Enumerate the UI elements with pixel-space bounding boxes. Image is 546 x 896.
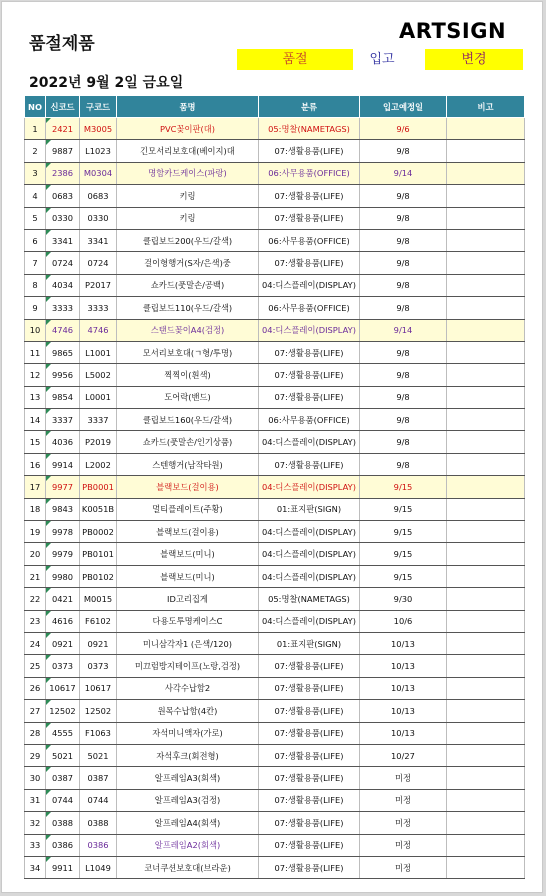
cell-note[interactable]	[447, 700, 525, 722]
cell-note[interactable]	[447, 543, 525, 565]
cell-eta[interactable]: 9/30	[360, 588, 447, 610]
cell-no[interactable]: 10	[25, 319, 46, 341]
cell-category[interactable]: 05:명찰(NAMETAGS)	[259, 118, 360, 140]
cell-eta[interactable]: 10/13	[360, 722, 447, 744]
cell-note[interactable]	[447, 252, 525, 274]
cell-note[interactable]	[447, 498, 525, 520]
col-header-new-code[interactable]: 신코드	[46, 96, 80, 118]
cell-category[interactable]: 04:디스플레이(DISPLAY)	[259, 610, 360, 632]
cell-product-name[interactable]: 걸이형행거(S자/은색)중	[117, 252, 259, 274]
cell-new-code[interactable]: 0421	[46, 588, 80, 610]
cell-old-code[interactable]: 3341	[80, 229, 117, 251]
cell-new-code[interactable]: 4034	[46, 274, 80, 296]
cell-category[interactable]: 01:표지판(SIGN)	[259, 498, 360, 520]
cell-no[interactable]: 26	[25, 677, 46, 699]
cell-product-name[interactable]: 알프레임A4(회색)	[117, 812, 259, 834]
cell-old-code[interactable]: 0683	[80, 185, 117, 207]
cell-category[interactable]: 07:생활용품(LIFE)	[259, 207, 360, 229]
cell-no[interactable]: 30	[25, 767, 46, 789]
cell-category[interactable]: 07:생활용품(LIFE)	[259, 677, 360, 699]
cell-note[interactable]	[447, 386, 525, 408]
cell-no[interactable]: 22	[25, 588, 46, 610]
cell-no[interactable]: 2	[25, 140, 46, 162]
cell-eta[interactable]: 미정	[360, 767, 447, 789]
table-row	[25, 297, 525, 319]
cell-note[interactable]	[447, 409, 525, 431]
col-header-no[interactable]: NO	[25, 96, 46, 118]
cell-no[interactable]: 19	[25, 521, 46, 543]
table-header-row	[25, 96, 525, 118]
cell-product-name[interactable]: 키링	[117, 207, 259, 229]
cell-new-code[interactable]: 0387	[46, 767, 80, 789]
tag-inbound: 입고	[369, 52, 395, 67]
cell-eta[interactable]: 9/8	[360, 140, 447, 162]
cell-new-code[interactable]: 5021	[46, 744, 80, 766]
cell-old-code[interactable]: 3337	[80, 409, 117, 431]
cell-eta[interactable]: 9/15	[360, 565, 447, 587]
cell-no[interactable]: 3	[25, 162, 46, 184]
table-row	[25, 431, 525, 453]
cell-no[interactable]: 25	[25, 655, 46, 677]
cell-eta[interactable]: 9/14	[360, 319, 447, 341]
cell-eta[interactable]: 9/6	[360, 118, 447, 140]
cell-eta[interactable]: 9/8	[360, 274, 447, 296]
cell-old-code[interactable]: 12502	[80, 700, 117, 722]
cell-new-code[interactable]: 9854	[46, 386, 80, 408]
cell-product-name[interactable]: 클립보드200(우드/갈색)	[117, 229, 259, 251]
spreadsheet-page	[1, 1, 543, 893]
cell-note[interactable]	[447, 677, 525, 699]
col-header-category[interactable]: 분류	[259, 96, 360, 118]
cell-category[interactable]: 07:생활용품(LIFE)	[259, 834, 360, 856]
cell-note[interactable]	[447, 588, 525, 610]
cell-eta[interactable]: 9/8	[360, 364, 447, 386]
cell-product-name[interactable]: 쇼카드(풋말손/인기상품)	[117, 431, 259, 453]
cell-eta[interactable]: 9/8	[360, 297, 447, 319]
cell-product-name[interactable]: 도어락(밴드)	[117, 386, 259, 408]
cell-category[interactable]: 06:사무용품(OFFICE)	[259, 162, 360, 184]
cell-eta[interactable]: 미정	[360, 812, 447, 834]
cell-category[interactable]: 04:디스플레이(DISPLAY)	[259, 431, 360, 453]
cell-new-code[interactable]: 9956	[46, 364, 80, 386]
cell-new-code[interactable]: 0373	[46, 655, 80, 677]
cell-note[interactable]	[447, 610, 525, 632]
cell-eta[interactable]: 10/13	[360, 677, 447, 699]
table-row	[25, 319, 525, 341]
cell-note[interactable]	[447, 744, 525, 766]
table-row	[25, 789, 525, 811]
cell-no[interactable]: 17	[25, 476, 46, 498]
cell-old-code[interactable]: PB0002	[80, 521, 117, 543]
cell-new-code[interactable]: 0921	[46, 632, 80, 654]
cell-old-code[interactable]: M3005	[80, 118, 117, 140]
cell-category[interactable]: 07:생활용품(LIFE)	[259, 722, 360, 744]
cell-product-name[interactable]: 알프레임A2(회색)	[117, 834, 259, 856]
cell-eta[interactable]: 10/13	[360, 632, 447, 654]
cell-new-code[interactable]: 2421	[46, 118, 80, 140]
cell-note[interactable]	[447, 655, 525, 677]
cell-product-name[interactable]: PVC꽂이판(대)	[117, 118, 259, 140]
cell-new-code[interactable]: 0744	[46, 789, 80, 811]
cell-eta[interactable]: 9/8	[360, 207, 447, 229]
cell-no[interactable]: 13	[25, 386, 46, 408]
cell-no[interactable]: 11	[25, 341, 46, 363]
cell-new-code[interactable]: 9978	[46, 521, 80, 543]
table-row	[25, 812, 525, 834]
cell-no[interactable]: 4	[25, 185, 46, 207]
cell-category[interactable]: 07:생활용품(LIFE)	[259, 856, 360, 878]
cell-old-code[interactable]: P2017	[80, 274, 117, 296]
cell-note[interactable]	[447, 453, 525, 475]
cell-old-code[interactable]: L1023	[80, 140, 117, 162]
cell-no[interactable]: 6	[25, 229, 46, 251]
cell-category[interactable]: 07:생활용품(LIFE)	[259, 140, 360, 162]
cell-no[interactable]: 12	[25, 364, 46, 386]
cell-no[interactable]: 28	[25, 722, 46, 744]
cell-category[interactable]: 07:생활용품(LIFE)	[259, 185, 360, 207]
cell-eta[interactable]: 10/13	[360, 700, 447, 722]
cell-product-name[interactable]: 블랙보드(미니)	[117, 565, 259, 587]
cell-eta[interactable]: 9/8	[360, 409, 447, 431]
cell-new-code[interactable]: 0683	[46, 185, 80, 207]
cell-new-code[interactable]: 4746	[46, 319, 80, 341]
cell-note[interactable]	[447, 162, 525, 184]
cell-product-name[interactable]: 명함카드케이스(파랑)	[117, 162, 259, 184]
cell-category[interactable]: 07:생활용품(LIFE)	[259, 386, 360, 408]
cell-product-name[interactable]: 긴모서리보호대(베이지)대	[117, 140, 259, 162]
cell-new-code[interactable]: 9977	[46, 476, 80, 498]
cell-note[interactable]	[447, 341, 525, 363]
cell-old-code[interactable]: P2019	[80, 431, 117, 453]
cell-eta[interactable]: 9/15	[360, 521, 447, 543]
cell-product-name[interactable]: 키링	[117, 185, 259, 207]
brand-logo: ARTSIGN	[399, 19, 507, 43]
cell-eta[interactable]: 9/8	[360, 386, 447, 408]
table-row	[25, 453, 525, 475]
cell-note[interactable]	[447, 431, 525, 453]
cell-product-name[interactable]: 미끄럼방지테이프(노랑,검정)	[117, 655, 259, 677]
cell-new-code[interactable]: 9843	[46, 498, 80, 520]
table-row	[25, 700, 525, 722]
cell-new-code[interactable]: 9865	[46, 341, 80, 363]
cell-product-name[interactable]: 멀티플레이트(주황)	[117, 498, 259, 520]
cell-category[interactable]: 07:생활용품(LIFE)	[259, 252, 360, 274]
table-row	[25, 409, 525, 431]
cell-note[interactable]	[447, 229, 525, 251]
cell-old-code[interactable]: 0921	[80, 632, 117, 654]
cell-category[interactable]: 07:생활용품(LIFE)	[259, 700, 360, 722]
col-header-eta[interactable]: 입고예정일	[360, 96, 447, 118]
table-row	[25, 476, 525, 498]
cell-note[interactable]	[447, 207, 525, 229]
cell-no[interactable]: 24	[25, 632, 46, 654]
cell-old-code[interactable]: L1001	[80, 341, 117, 363]
cell-new-code[interactable]: 4555	[46, 722, 80, 744]
cell-category[interactable]: 07:생활용품(LIFE)	[259, 655, 360, 677]
table-row	[25, 140, 525, 162]
table-row	[25, 632, 525, 654]
cell-product-name[interactable]: 클립보드110(우드/갈색)	[117, 297, 259, 319]
cell-category[interactable]: 07:생활용품(LIFE)	[259, 789, 360, 811]
cell-new-code[interactable]: 0724	[46, 252, 80, 274]
cell-product-name[interactable]: 코너쿠션보호대(브라운)	[117, 856, 259, 878]
table-row	[25, 655, 525, 677]
cell-old-code[interactable]: 0724	[80, 252, 117, 274]
cell-eta[interactable]: 10/6	[360, 610, 447, 632]
cell-category[interactable]: 04:디스플레이(DISPLAY)	[259, 319, 360, 341]
cell-old-code[interactable]: 4746	[80, 319, 117, 341]
table-row	[25, 834, 525, 856]
cell-product-name[interactable]: 자석후크(회전형)	[117, 744, 259, 766]
table-row	[25, 162, 525, 184]
cell-note[interactable]	[447, 856, 525, 878]
cell-new-code[interactable]: 3341	[46, 229, 80, 251]
table-row	[25, 856, 525, 878]
cell-no[interactable]: 23	[25, 610, 46, 632]
table-row	[25, 498, 525, 520]
cell-eta[interactable]: 9/8	[360, 341, 447, 363]
cell-product-name[interactable]: 스탠드꽂이A4(검정)	[117, 319, 259, 341]
cell-old-code[interactable]: 0330	[80, 207, 117, 229]
cell-category[interactable]: 07:생활용품(LIFE)	[259, 744, 360, 766]
cell-eta[interactable]: 9/15	[360, 543, 447, 565]
cell-product-name[interactable]: 클립보드160(우드/갈색)	[117, 409, 259, 431]
cell-note[interactable]	[447, 185, 525, 207]
cell-no[interactable]: 9	[25, 297, 46, 319]
table-row	[25, 341, 525, 363]
cell-product-name[interactable]: 스텐행거(남작타원)	[117, 453, 259, 475]
cell-product-name[interactable]: 사각수납함2	[117, 677, 259, 699]
table-row	[25, 722, 525, 744]
cell-category[interactable]: 06:사무용품(OFFICE)	[259, 297, 360, 319]
cell-old-code[interactable]: F6102	[80, 610, 117, 632]
cell-eta[interactable]: 9/8	[360, 185, 447, 207]
cell-old-code[interactable]: PB0101	[80, 543, 117, 565]
cell-old-code[interactable]: L5002	[80, 364, 117, 386]
table-row	[25, 185, 525, 207]
cell-old-code[interactable]: 0373	[80, 655, 117, 677]
cell-note[interactable]	[447, 521, 525, 543]
cell-old-code[interactable]: F1063	[80, 722, 117, 744]
table-row	[25, 274, 525, 296]
cell-old-code[interactable]: M0304	[80, 162, 117, 184]
cell-old-code[interactable]: 5021	[80, 744, 117, 766]
cell-new-code[interactable]: 0388	[46, 812, 80, 834]
cell-note[interactable]	[447, 297, 525, 319]
cell-category[interactable]: 07:생활용품(LIFE)	[259, 767, 360, 789]
cell-product-name[interactable]: 찍찍이(흰색)	[117, 364, 259, 386]
cell-old-code[interactable]: 0387	[80, 767, 117, 789]
table-row	[25, 610, 525, 632]
cell-eta[interactable]: 9/8	[360, 252, 447, 274]
cell-product-name[interactable]: 알프레임A3(검정)	[117, 789, 259, 811]
cell-no[interactable]: 31	[25, 789, 46, 811]
cell-note[interactable]	[447, 812, 525, 834]
cell-category[interactable]: 07:생활용품(LIFE)	[259, 453, 360, 475]
cell-no[interactable]: 27	[25, 700, 46, 722]
table-row	[25, 543, 525, 565]
cell-no[interactable]: 16	[25, 453, 46, 475]
cell-category[interactable]: 07:생활용품(LIFE)	[259, 364, 360, 386]
cell-no[interactable]: 21	[25, 565, 46, 587]
cell-old-code[interactable]: 0388	[80, 812, 117, 834]
cell-category[interactable]: 04:디스플레이(DISPLAY)	[259, 274, 360, 296]
cell-no[interactable]: 5	[25, 207, 46, 229]
cell-note[interactable]	[447, 834, 525, 856]
table-row	[25, 565, 525, 587]
cell-eta[interactable]: 9/15	[360, 498, 447, 520]
cell-note[interactable]	[447, 767, 525, 789]
cell-no[interactable]: 8	[25, 274, 46, 296]
cell-product-name[interactable]: 다용도투명케이스C	[117, 610, 259, 632]
cell-new-code[interactable]: 2386	[46, 162, 80, 184]
cell-note[interactable]	[447, 632, 525, 654]
table-row	[25, 364, 525, 386]
cell-old-code[interactable]: 0744	[80, 789, 117, 811]
cell-new-code[interactable]: 9980	[46, 565, 80, 587]
cell-category[interactable]: 06:사무용품(OFFICE)	[259, 409, 360, 431]
cell-eta[interactable]: 9/14	[360, 162, 447, 184]
table-row	[25, 744, 525, 766]
cell-note[interactable]	[447, 140, 525, 162]
cell-eta[interactable]: 9/8	[360, 453, 447, 475]
report-date: 2022년 9월 2일 금요일	[29, 75, 184, 91]
soldout-table	[24, 95, 525, 879]
cell-eta[interactable]: 미정	[360, 789, 447, 811]
cell-category[interactable]: 04:디스플레이(DISPLAY)	[259, 565, 360, 587]
cell-product-name[interactable]: 쇼카드(풋말손/공백)	[117, 274, 259, 296]
cell-note[interactable]	[447, 274, 525, 296]
cell-new-code[interactable]: 9979	[46, 543, 80, 565]
table-row	[25, 677, 525, 699]
cell-category[interactable]: 04:디스플레이(DISPLAY)	[259, 476, 360, 498]
cell-old-code[interactable]: K0051B	[80, 498, 117, 520]
cell-old-code[interactable]: PB0001	[80, 476, 117, 498]
cell-old-code[interactable]: 0386	[80, 834, 117, 856]
cell-category[interactable]: 04:디스플레이(DISPLAY)	[259, 521, 360, 543]
cell-category[interactable]: 04:디스플레이(DISPLAY)	[259, 543, 360, 565]
cell-eta[interactable]: 10/27	[360, 744, 447, 766]
cell-note[interactable]	[447, 722, 525, 744]
cell-product-name[interactable]: 원목수납함(4칸)	[117, 700, 259, 722]
cell-no[interactable]: 14	[25, 409, 46, 431]
cell-note[interactable]	[447, 476, 525, 498]
cell-note[interactable]	[447, 565, 525, 587]
cell-new-code[interactable]: 0330	[46, 207, 80, 229]
cell-no[interactable]: 34	[25, 856, 46, 878]
cell-old-code[interactable]: M0015	[80, 588, 117, 610]
cell-note[interactable]	[447, 319, 525, 341]
table-row	[25, 588, 525, 610]
cell-old-code[interactable]: L0001	[80, 386, 117, 408]
cell-product-name[interactable]: 알프레임A3(회색)	[117, 767, 259, 789]
cell-no[interactable]: 1	[25, 118, 46, 140]
cell-eta[interactable]: 미정	[360, 856, 447, 878]
page-title: 품절제품	[29, 34, 95, 54]
cell-product-name[interactable]: 블랙보드(걸이용)	[117, 521, 259, 543]
cell-product-name[interactable]: 미니삼각자1 (은색/120)	[117, 632, 259, 654]
cell-no[interactable]: 15	[25, 431, 46, 453]
table-row	[25, 118, 525, 140]
cell-note[interactable]	[447, 364, 525, 386]
col-header-old-code[interactable]: 구코드	[80, 96, 117, 118]
cell-old-code[interactable]: 10617	[80, 677, 117, 699]
cell-old-code[interactable]: 3333	[80, 297, 117, 319]
cell-eta[interactable]: 9/15	[360, 476, 447, 498]
cell-new-code[interactable]: 3337	[46, 409, 80, 431]
table-row	[25, 386, 525, 408]
cell-old-code[interactable]: PB0102	[80, 565, 117, 587]
cell-new-code[interactable]: 9887	[46, 140, 80, 162]
tag-change: 변경	[425, 49, 523, 70]
cell-note[interactable]	[447, 118, 525, 140]
cell-old-code[interactable]: L1049	[80, 856, 117, 878]
cell-eta[interactable]: 10/13	[360, 655, 447, 677]
cell-no[interactable]: 20	[25, 543, 46, 565]
cell-product-name[interactable]: 블랙보드(미니)	[117, 543, 259, 565]
cell-new-code[interactable]: 4616	[46, 610, 80, 632]
cell-product-name[interactable]: 블랙보드(걸이용)	[117, 476, 259, 498]
table-row	[25, 207, 525, 229]
cell-new-code[interactable]: 10617	[46, 677, 80, 699]
cell-product-name[interactable]: 모서리보호대(ㄱ형/투명)	[117, 341, 259, 363]
cell-new-code[interactable]: 12502	[46, 700, 80, 722]
table-row	[25, 252, 525, 274]
cell-no[interactable]: 29	[25, 744, 46, 766]
cell-note[interactable]	[447, 789, 525, 811]
cell-new-code[interactable]: 3333	[46, 297, 80, 319]
table-row	[25, 767, 525, 789]
cell-category[interactable]: 07:생활용품(LIFE)	[259, 341, 360, 363]
cell-category[interactable]: 01:표지판(SIGN)	[259, 632, 360, 654]
table-row	[25, 229, 525, 251]
cell-new-code[interactable]: 9914	[46, 453, 80, 475]
cell-no[interactable]: 7	[25, 252, 46, 274]
cell-old-code[interactable]: L2002	[80, 453, 117, 475]
col-header-note[interactable]: 비고	[447, 96, 525, 118]
cell-category[interactable]: 06:사무용품(OFFICE)	[259, 229, 360, 251]
cell-eta[interactable]: 미정	[360, 834, 447, 856]
cell-category[interactable]: 05:명찰(NAMETAGS)	[259, 588, 360, 610]
cell-product-name[interactable]: 자석미니액자(가로)	[117, 722, 259, 744]
cell-eta[interactable]: 9/8	[360, 431, 447, 453]
cell-new-code[interactable]: 0386	[46, 834, 80, 856]
table-row	[25, 521, 525, 543]
cell-no[interactable]: 33	[25, 834, 46, 856]
tag-soldout: 품절	[237, 49, 353, 70]
cell-new-code[interactable]: 4036	[46, 431, 80, 453]
col-header-product-name[interactable]: 품명	[117, 96, 259, 118]
cell-no[interactable]: 32	[25, 812, 46, 834]
cell-category[interactable]: 07:생활용품(LIFE)	[259, 812, 360, 834]
cell-no[interactable]: 18	[25, 498, 46, 520]
cell-product-name[interactable]: ID고리집게	[117, 588, 259, 610]
cell-new-code[interactable]: 9911	[46, 856, 80, 878]
cell-eta[interactable]: 9/8	[360, 229, 447, 251]
